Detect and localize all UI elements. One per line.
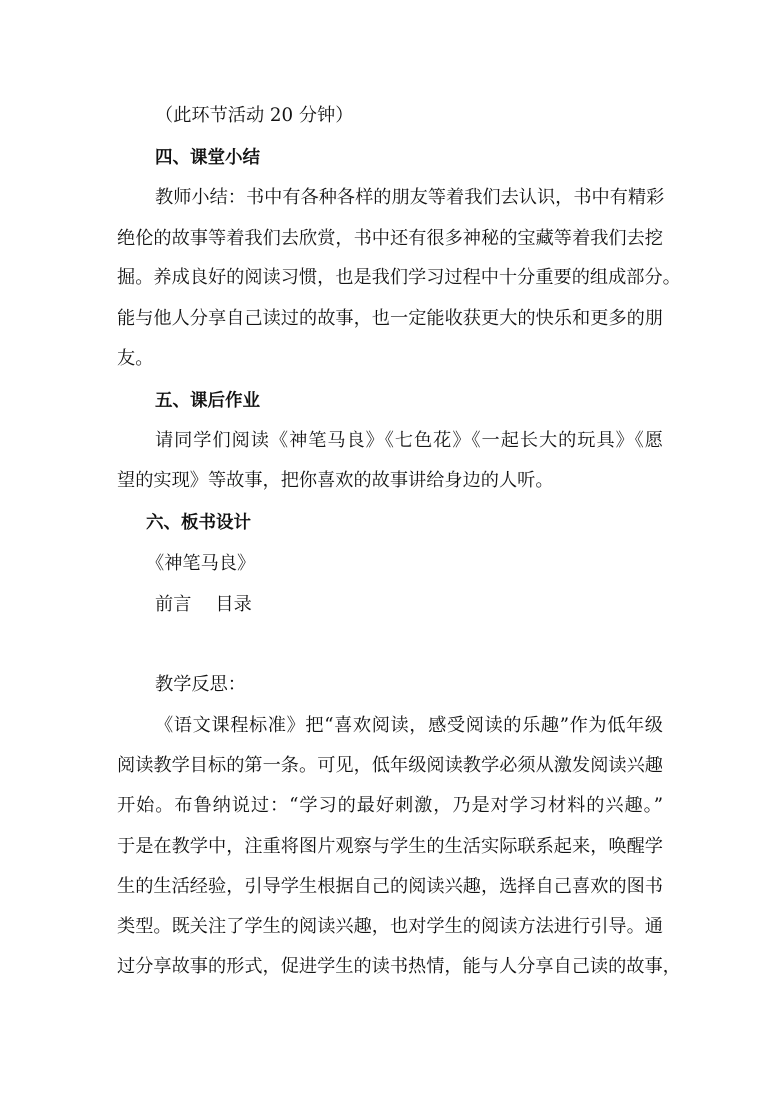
reflection-paragraph-line: 《语文课程标准》把“喜欢阅读，感受阅读的乐趣”作为低年级 [155, 715, 663, 736]
reflection-paragraph-line: 生的生活经验，引导学生根据自己的阅读兴趣，选择自己喜欢的图书 [117, 876, 663, 897]
section-heading-board-design: 六、板书设计 [146, 513, 251, 533]
homework-paragraph-line: 请同学们阅读《神笔马良》《七色花》《一起长大的玩具》《愿 [155, 430, 663, 451]
reflection-paragraph-line: 开始。布鲁纳说过：“学习的最好刺激，乃是对学习材料的兴趣。” [117, 795, 663, 816]
section-heading-homework: 五、课后作业 [155, 391, 260, 411]
reflection-heading: 教学反思： [155, 674, 246, 695]
reflection-paragraph-line: 阅读教学目标的第一条。可见，低年级阅读教学必须从激发阅读兴趣 [117, 755, 663, 776]
section-heading-class-summary: 四、课堂小结 [155, 148, 260, 168]
summary-paragraph-line: 教师小结：书中有各种各样的朋友等着我们去认识，书中有精彩 [155, 187, 665, 208]
board-items [155, 593, 252, 617]
board-item-contents: 目录 [215, 594, 252, 615]
summary-paragraph-line: 绝伦的故事等着我们去欣赏，书中还有很多神秘的宝藏等着我们去挖 [117, 228, 663, 249]
summary-paragraph-line: 能与他人分享自己读过的故事，也一定能收获更大的快乐和更多的朋 [117, 308, 663, 329]
reflection-paragraph-line: 类型。既关注了学生的阅读兴趣，也对学生的阅读方法进行引导。通 [117, 916, 663, 937]
reflection-paragraph-line: 于是在教学中，注重将图片观察与学生的生活实际联系起来，唤醒学 [117, 836, 663, 857]
homework-paragraph-line: 望的实现》等故事，把你喜欢的故事讲给身边的人听。 [117, 470, 554, 491]
activity-time-note: （此环节活动 20 分钟） [155, 105, 354, 126]
reflection-paragraph-line: 过分享故事的形式，促进学生的读书热情，能与人分享自己读的故事， [117, 956, 681, 977]
board-item-preface: 前言 [155, 594, 192, 615]
summary-paragraph-line: 掘。养成良好的阅读习惯，也是我们学习过程中十分重要的组成部分。 [117, 267, 681, 288]
summary-paragraph-line: 友。 [117, 348, 154, 369]
board-book-title: 《神笔马良》 [146, 553, 256, 574]
